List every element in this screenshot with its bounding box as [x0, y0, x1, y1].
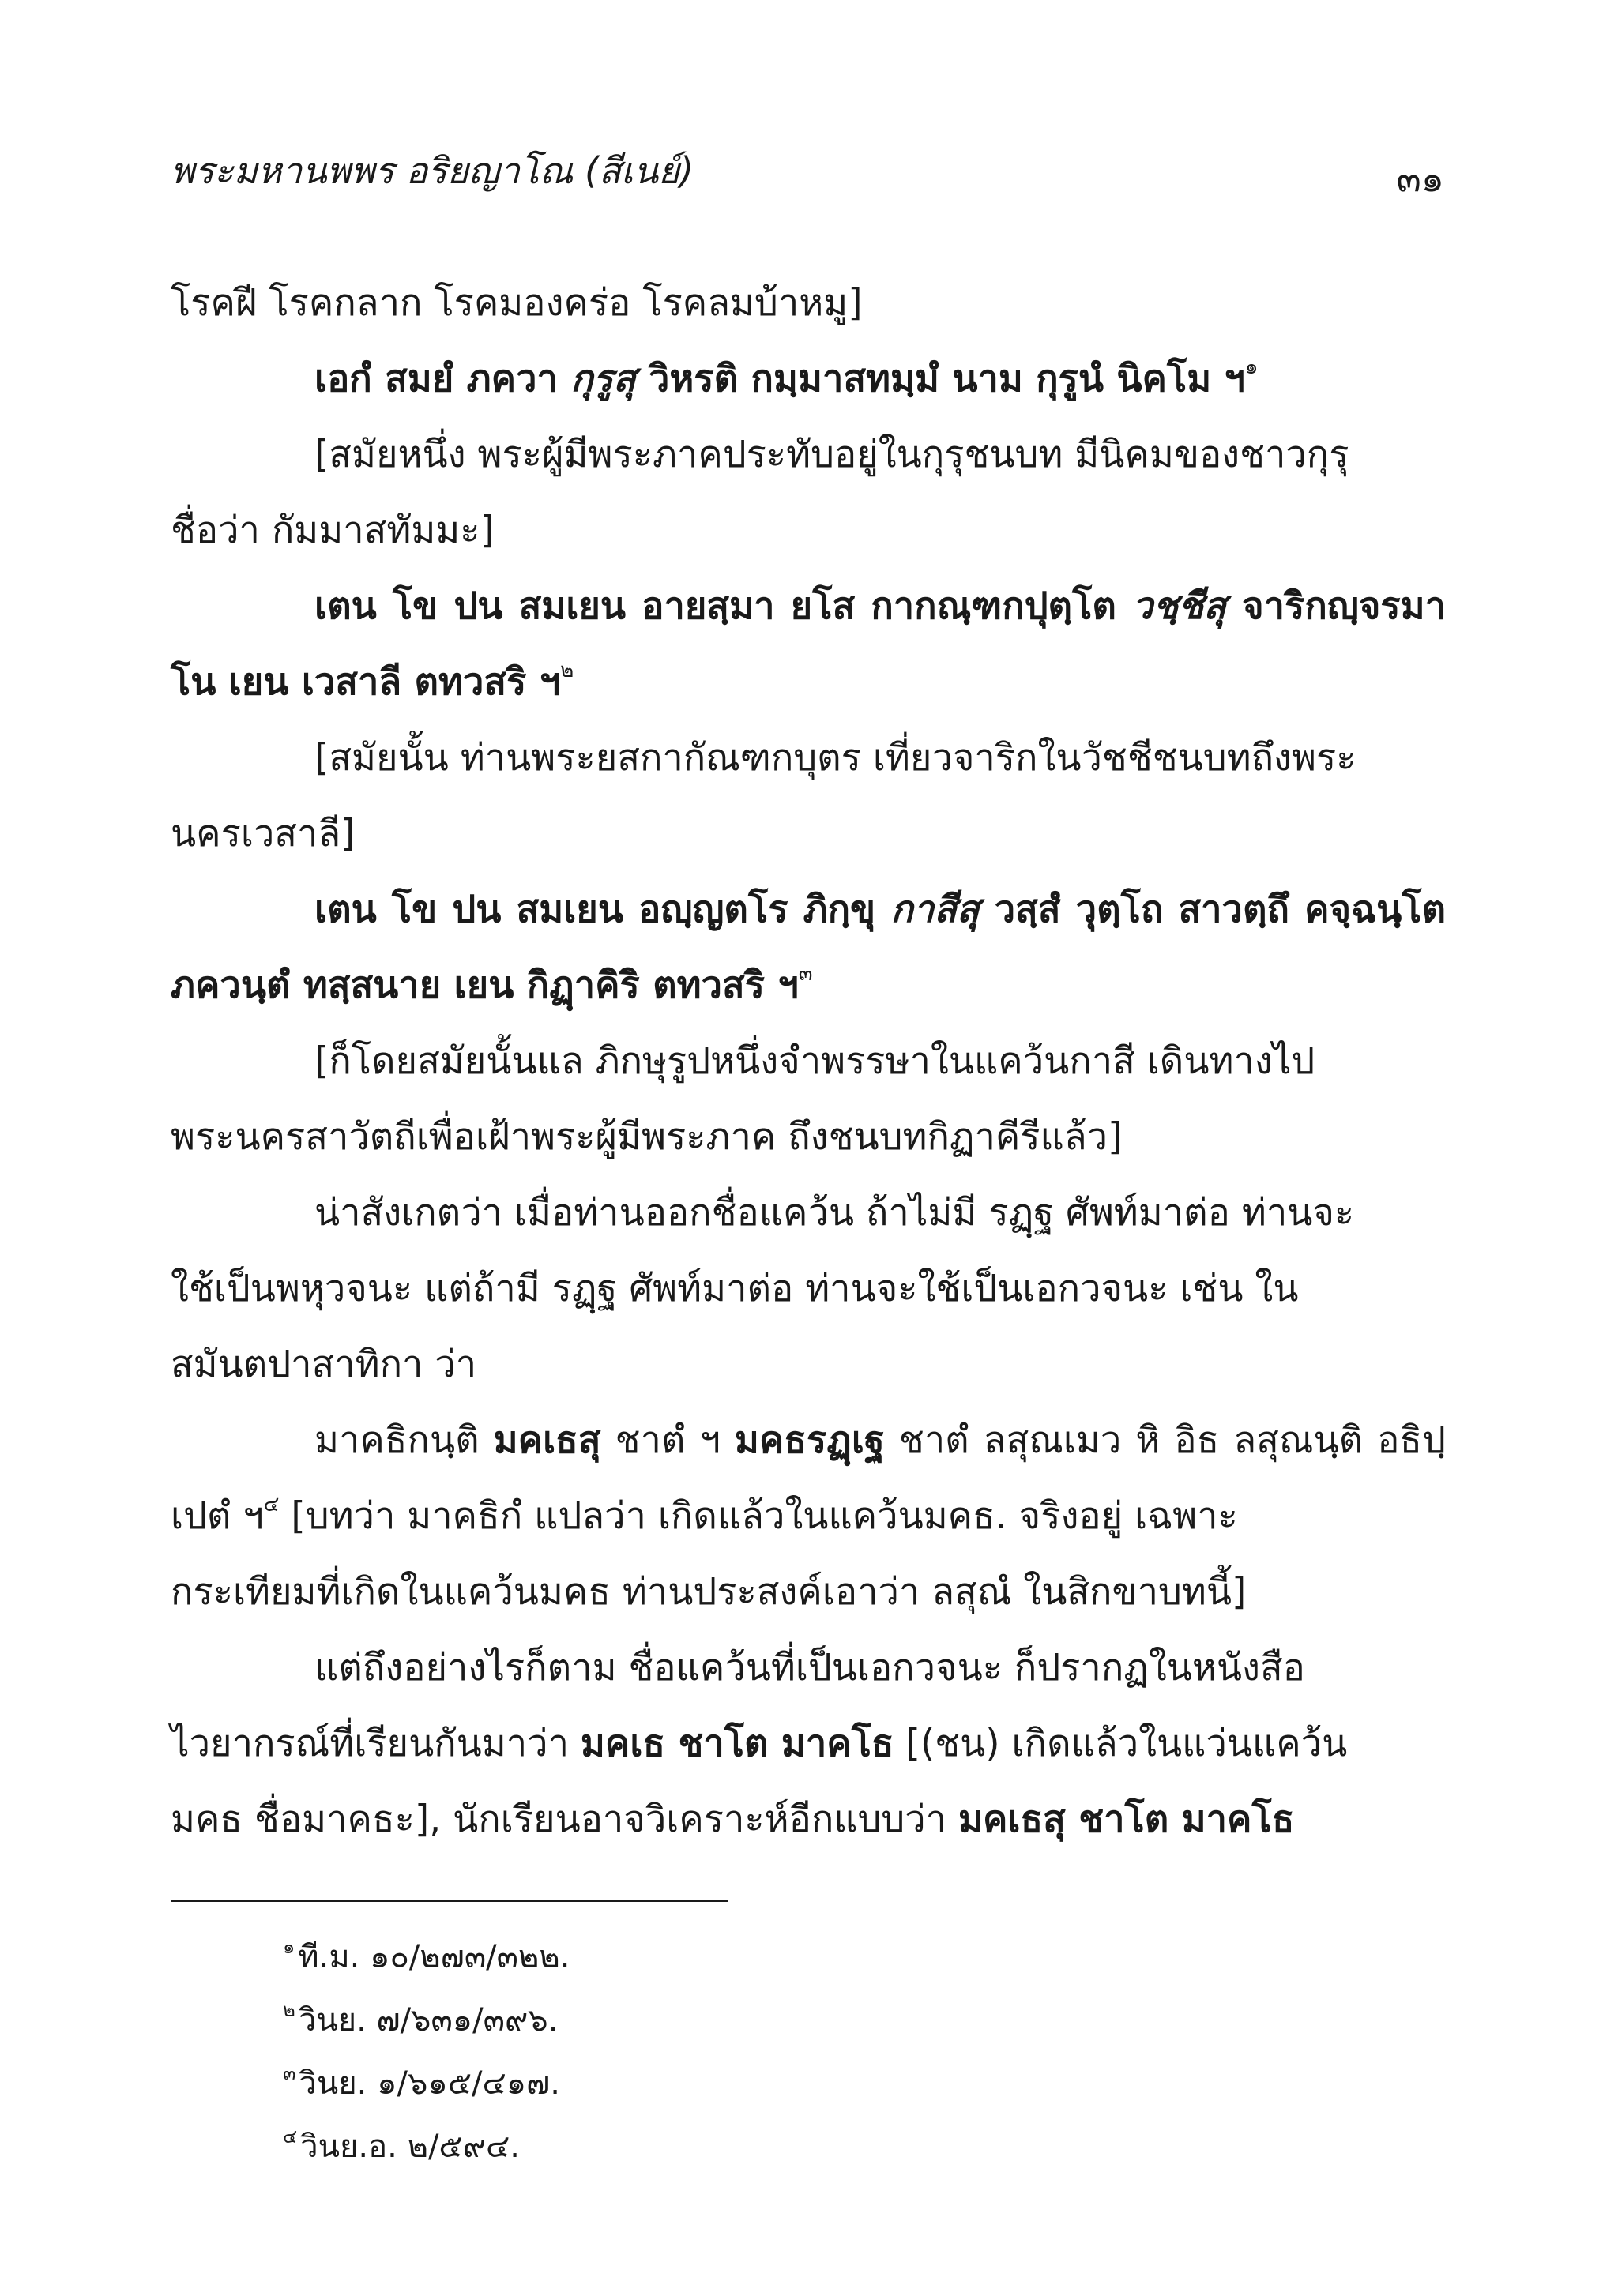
paragraph — [171, 265, 1446, 341]
body-text — [171, 265, 1446, 1858]
footnotes — [283, 1926, 570, 2178]
footnote — [283, 2115, 570, 2178]
pali-text: มาคธิกนฺติ — [314, 1419, 480, 1462]
pali-keyword: มคธรฏฺเฐ — [734, 1419, 885, 1462]
pali-place-name: กาสีสุ — [890, 888, 980, 931]
footnote — [283, 1926, 570, 1989]
translation-text: [บทว่า มาคธิกํ แปลว่า เกิดแล้วในแคว้นมคธ. จริงอยู่ เฉพาะ — [291, 1494, 1238, 1538]
text-fragment: [(ชน) เกิดแล้วในแว่นแคว้น — [905, 1722, 1348, 1765]
text-line: พระนครสาวัตถีเพื่อเฝ้าพระผู้มีพระภาค ถึงชนบทกิฏาคีรีแล้ว] — [171, 1115, 1123, 1159]
text-line: [สมัยหนึ่ง พระผู้มีพระภาคประทับอยู่ในกุรุชนบท มีนิคมของชาวกุรุ — [314, 433, 1349, 476]
translation-paragraph — [171, 720, 1446, 872]
text-line: ชื่อว่า กัมมาสทัมมะ] — [171, 509, 495, 552]
footnote-text: วินย. ๗/๖๓๑/๓๙๖. — [298, 2002, 559, 2039]
pali-passage — [171, 872, 1446, 1024]
footnote-divider — [171, 1900, 728, 1902]
page-number: ๓๑ — [1396, 157, 1444, 200]
footnote-number: ๔ — [283, 2125, 298, 2148]
pali-place-name: วชฺชีสุ — [1132, 584, 1226, 628]
text-line: นครเวสาลี] — [171, 812, 356, 855]
pali-place-name: กุรูสุ — [570, 357, 636, 400]
pali-text: อธิปฺเปตํ ฯ — [171, 1419, 1446, 1538]
text-line: ใช้เป็นพหุวจนะ แต่ถ้ามี รฏฺฐ ศัพท์มาต่อ ท่านจะใช้เป็นเอกวจนะ เช่น ใน — [171, 1267, 1299, 1310]
text-line: โรคฝี โรคกลาก โรคมองคร่อ โรคลมบ้าหมู] — [171, 281, 863, 325]
text-line: สมันตปาสาทิกา ว่า — [171, 1343, 477, 1386]
commentary-paragraph — [171, 1630, 1446, 1858]
footnote — [283, 1989, 570, 2052]
text-fragment: ไวยากรณ์ที่เรียนกันมาว่า — [171, 1722, 569, 1765]
text-line — [171, 1706, 1446, 1782]
footnote — [283, 2052, 570, 2115]
pali-keyword: มคเธสุ — [493, 1419, 601, 1462]
footnote-reference[interactable]: ๒ — [560, 659, 574, 682]
text-line: แต่ถึงอย่างไรก็ตาม ชื่อแคว้นที่เป็นเอกวจนะ ก็ปรากฏในหนังสือ — [314, 1646, 1305, 1689]
pali-keyword: มคเธสุ ชาโต มาคโธ — [958, 1798, 1295, 1841]
footnote-text: วินย.อ. ๒/๕๙๔. — [300, 2129, 520, 2165]
footnote-number: ๒ — [283, 1999, 295, 2021]
pali-text: วสฺสํ วุตฺโถ สาวตฺถึ — [994, 888, 1289, 931]
footnote-text: ที.ม. ๑๐/๒๗๓/๓๒๒. — [298, 1939, 570, 1975]
text-line: [สมัยนั้น ท่านพระยสกากัณฑกบุตร เที่ยวจาริกในวัชชีชนบทถึงพระ — [314, 736, 1356, 780]
pali-text: วิหรติ กมฺมาสทมฺมํ นาม กุรูนํ นิคโม ฯ — [649, 357, 1245, 400]
commentary-paragraph — [171, 1175, 1446, 1403]
pali-keyword: มคเธ ชาโต มาคโธ — [580, 1722, 894, 1765]
pali-passage — [171, 341, 1446, 417]
footnote-reference[interactable]: ๑ — [1244, 355, 1259, 379]
text-line: [ก็โดยสมัยนั้นแล ภิกษุรูปหนึ่งจำพรรษาในแคว้นกาสี เดินทางไป — [314, 1039, 1315, 1083]
pali-text: เตน โข ปน สมเยน อายสฺมา ยโส กากณฺฑกปุตฺโต — [314, 584, 1116, 628]
footnote-text: วินย. ๑/๖๑๕/๔๑๗. — [299, 2065, 560, 2102]
pali-text: ชาตํ ลสุณเมว หิ อิธ ลสุณนฺติ — [898, 1419, 1364, 1462]
text-line — [171, 1782, 1446, 1858]
pali-text: คจฺฉนฺโต ภควนฺตํ ทสฺสนาย เยน กิฏฺาคิริ ตทวสริ ฯ — [171, 888, 1446, 1007]
pali-text: จาริกญฺจรมาโน เยน เวสาลี ตทวสริ ฯ — [171, 584, 1446, 704]
pali-passage — [171, 569, 1446, 720]
translation-paragraph — [171, 1024, 1446, 1175]
text-line: กระเทียมที่เกิดในแคว้นมคธ ท่านประสงค์เอาว่า ลสุณํ ในสิกขาบทนี้] — [171, 1570, 1247, 1614]
footnote-reference[interactable]: ๔ — [263, 1493, 280, 1516]
text-fragment: มคธ ชื่อมาคธะ], นักเรียนอาจวิเคราะห์อีกแบบว่า — [171, 1798, 947, 1841]
running-title: พระมหานพพร อริยญาโณ (สีเนย์) — [171, 149, 694, 192]
pali-text: เตน โข ปน สมเยน อญฺญตโร ภิกฺขุ — [314, 888, 876, 931]
translation-paragraph — [171, 417, 1446, 569]
footnote-reference[interactable]: ๓ — [798, 962, 813, 986]
footnote-number: ๓ — [283, 2062, 296, 2084]
quotation-paragraph — [171, 1403, 1446, 1630]
pali-text: เอกํ สมยํ ภควา — [314, 357, 558, 400]
footnote-number: ๑ — [283, 1936, 295, 1958]
text-line: น่าสังเกตว่า เมื่อท่านออกชื่อแคว้น ถ้าไม่มี รฏฺฐ ศัพท์มาต่อ ท่านจะ — [314, 1191, 1355, 1234]
pali-text: ชาตํ ฯ — [615, 1419, 721, 1462]
